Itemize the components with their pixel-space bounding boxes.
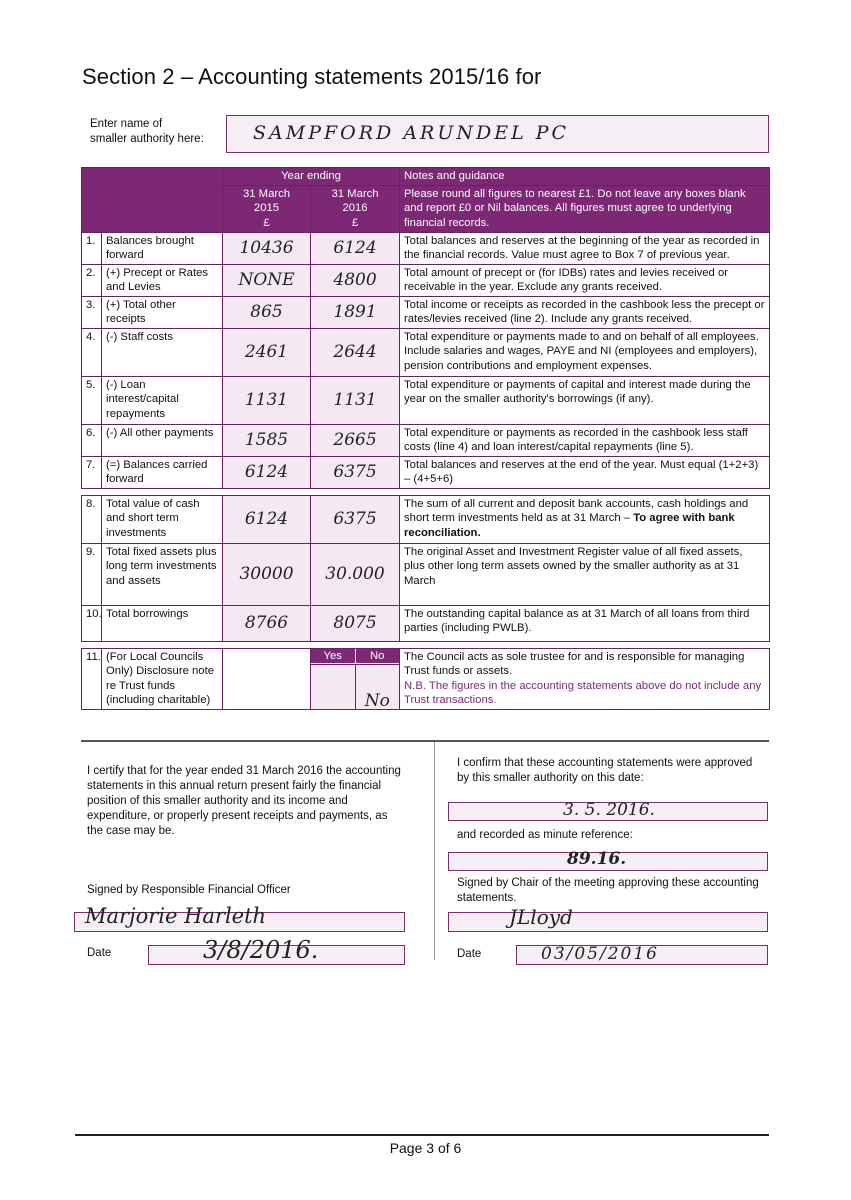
row-number: 5. [82,376,102,424]
col-2016-header [311,185,400,232]
row-note: Total income or receipts as recorded in the cashbook less the precept or rates/levies received (line 2). Include any grants received. [400,296,770,328]
notes-header: Notes and guidance [400,168,770,186]
value-2015[interactable]: 1585 [223,424,311,456]
authority-label-line2: smaller authority here: [90,133,204,145]
row-label: (-) Loan interest/capital repayments [102,376,223,424]
col-2015-header [223,185,311,232]
value-2016[interactable]: 30.000 [311,543,400,605]
row-note-text: The sum of all current and deposit bank accounts, cash holdings and short term investments held as at 31 March – [404,497,749,524]
table-row [82,232,770,264]
authority-name-value: SAMPFORD ARUNDEL PC [253,122,570,144]
row-number: 3. [82,296,102,328]
value-2015[interactable]: 30000 [223,543,311,605]
row-number: 1. [82,232,102,264]
rfo-certify-text: I certify that for the year ended 31 March 2016 the accounting statements in this annual return present fairly the financial position of this smaller authority and its income and expenditure, or properly present receipts and payments, as the case may be. [87,765,401,837]
chair-date-label: Date [457,948,482,960]
trust-note-nb: N.B. The figures in the accounting statements above do not include any Trust transactions. [404,679,762,706]
column-divider [434,742,435,960]
row-number: 10. [82,605,102,641]
year-ending-header: Year ending [223,168,400,186]
header-blank [82,168,223,233]
chair-date-value: 03/05/2016 [541,944,659,964]
value-2015[interactable]: 1131 [223,376,311,424]
row-note: Total expenditure or payments made to and on behalf of all employees. Include salaries and wages, PAYE and NI (employees and employers), pension contributions and employment expenses. [400,328,770,376]
minute-ref-label: and recorded as minute reference: [457,829,633,841]
row-label: (+) Total other receipts [102,296,223,328]
accounting-table [81,167,770,710]
row-label: Total fixed assets plus long term investments and assets [102,543,223,605]
col-2016-line1: 31 March [331,187,379,200]
table-row [82,543,770,605]
row-note-bold: To agree with bank reconciliation. [404,512,735,539]
value-2016[interactable]: 6375 [311,456,400,488]
page-title: Section 2 – Accounting statements 2015/16 for [82,64,542,89]
table-row [82,495,770,543]
trust-answer-cells [311,664,400,709]
value-2016[interactable]: 4800 [311,264,400,296]
col-2016-line3: £ [351,216,359,229]
authority-label [90,117,204,147]
row-label: Total value of cash and short term investments [102,495,223,543]
value-2015[interactable]: NONE [223,264,311,296]
page-number: Page 3 of 6 [389,1140,462,1156]
row-number: 4. [82,328,102,376]
trust-no-label: No [356,649,400,664]
value-2016[interactable]: 1131 [311,376,400,424]
row-note: Total expenditure or payments of capital and interest made during the year on the smaller authority's borrowings (if any). [400,376,770,424]
row-label: (-) Staff costs [102,328,223,376]
value-2015[interactable]: 10436 [223,232,311,264]
row-label: (=) Balances carried forward [102,456,223,488]
col-2015-line2: 2015 [253,202,280,214]
table-row [82,328,770,376]
table-gap [82,641,770,648]
authority-name-field[interactable] [226,115,769,153]
row-number: 8. [82,495,102,543]
notes-guidance-text: Please round all figures to nearest £1. Do not leave any boxes blank and report £0 or Nil balances. All figures must agree to underlying financial records. [400,185,770,232]
row-label: Total borrowings [102,605,223,641]
rfo-signature-field[interactable] [74,904,405,932]
header-row [82,168,770,186]
rfo-signed-label: Signed by Responsible Financial Officer [87,884,291,896]
trust-note: The Council acts as sole trustee for and is responsible for managing Trust funds or assets. [404,650,745,677]
rfo-date-label: Date [87,947,112,959]
value-2015[interactable]: 8766 [223,605,311,641]
row-number: 6. [82,424,102,456]
table-row [82,296,770,328]
value-2016[interactable]: 6375 [311,495,400,543]
value-2016[interactable]: 2644 [311,328,400,376]
row-number: 2. [82,264,102,296]
rfo-signature: Marjorie Harleth [85,904,267,928]
value-2015[interactable]: 865 [223,296,311,328]
value-2016[interactable]: 6124 [311,232,400,264]
approval-date-value: 3. 5. 2016. [563,800,655,820]
section-divider [81,740,769,742]
value-2016[interactable]: 1891 [311,296,400,328]
row-note: The original Asset and Investment Register value of all fixed assets, plus other long term assets owned by the smaller authority as at 31 March [400,543,770,605]
rfo-date-field[interactable] [148,936,405,965]
row-number: 9. [82,543,102,605]
table-gap [82,488,770,495]
row-note: Total expenditure or payments as recorded in the cashbook less staff costs (line 4) and loan interest/capital repayments (line 5). [400,424,770,456]
row-number: 7. [82,456,102,488]
table-row-trust [82,648,770,664]
table-row [82,264,770,296]
row-label: Balances brought forward [102,232,223,264]
row-note: Total amount of precept or (for IDBs) rates and levies received or receivable in the year. Exclude any grants received. [400,264,770,296]
row-label: (For Local Councils Only) Disclosure note re Trust funds (including charitable) [102,648,223,709]
trust-yes-label: Yes [311,649,356,664]
col-2016-line2: 2016 [342,202,368,214]
table-row [82,424,770,456]
table-row [82,456,770,488]
authority-label-line1: Enter name of [90,118,163,130]
table-row [82,605,770,641]
approval-text: I confirm that these accounting statements were approved by this smaller authority on this date: [457,757,753,784]
footer-rule [75,1134,769,1136]
table-row [82,376,770,424]
row-note [400,495,770,543]
chair-date-field[interactable] [516,945,768,965]
approval-date-field[interactable] [448,802,768,821]
value-2015[interactable]: 6124 [223,495,311,543]
chair-signature-field[interactable] [448,905,768,932]
row-note: Total balances and reserves at the beginning of the year as recorded in the financial records. Value must agree to Box 7 of previous year. [400,232,770,264]
trust-blank-2 [223,664,311,709]
row-note: Total balances and reserves at the end of the year. Must equal (1+2+3) – (4+5+6) [400,456,770,488]
trust-yes-box[interactable] [311,665,356,709]
value-2016[interactable]: 8075 [311,605,400,641]
rfo-date-value: 3/8/2016. [203,936,319,964]
row-note: The outstanding capital balance as at 31 March of all loans from third parties (including PWLB). [400,605,770,641]
chair-signed-label: Signed by Chair of the meeting approving these accounting statements. [457,877,759,904]
trust-yes-no-header [311,648,400,664]
value-2016[interactable]: 2665 [311,424,400,456]
row-note [400,648,770,709]
row-number: 11. [82,648,102,709]
value-2015[interactable]: 6124 [223,456,311,488]
chair-signature: JLloyd [509,905,573,929]
minute-ref-value: 89.16. [567,849,627,869]
col-2015-line3: £ [263,216,270,229]
col-2015-line1: 31 March [242,187,291,200]
trust-no-box[interactable]: No [356,665,400,709]
minute-ref-field[interactable] [448,849,768,871]
trust-blank [223,648,311,664]
value-2015[interactable]: 2461 [223,328,311,376]
row-label: (-) All other payments [102,424,223,456]
row-label: (+) Precept or Rates and Levies [102,264,223,296]
